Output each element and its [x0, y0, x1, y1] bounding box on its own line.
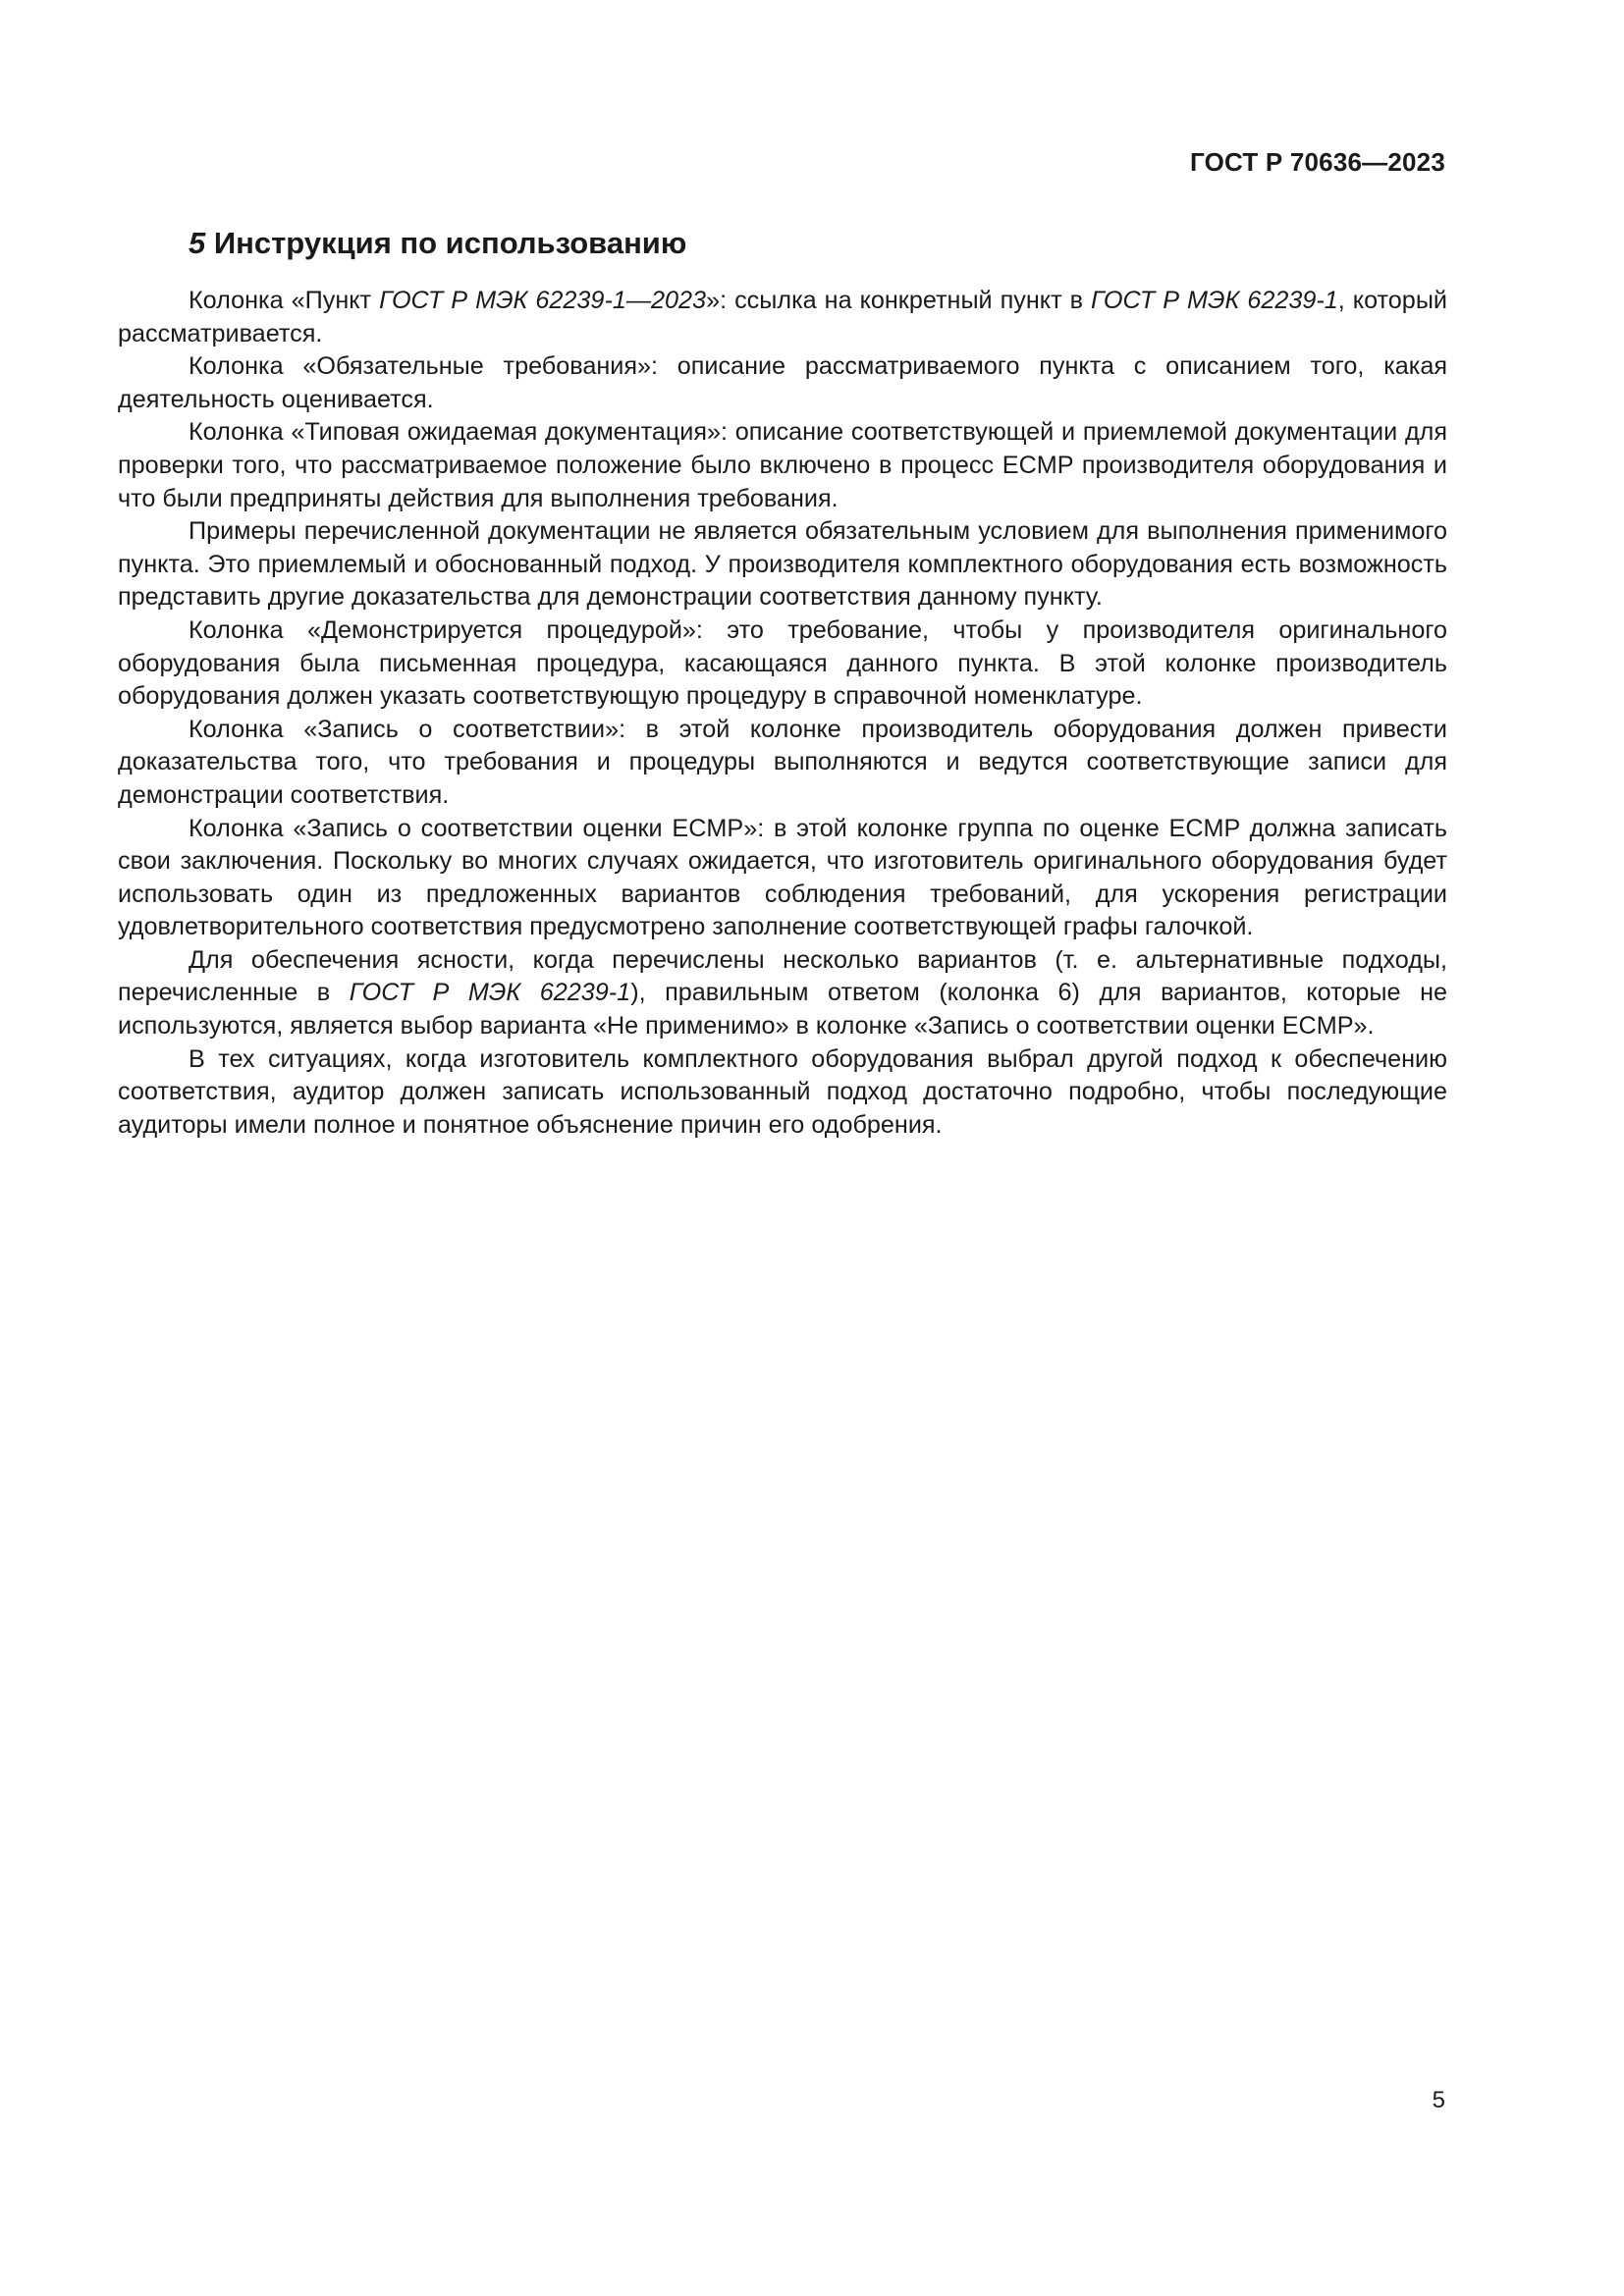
body-paragraph	[118, 350, 1447, 416]
paragraph-list	[118, 285, 1447, 1142]
standard-reference: ГОСТ Р МЭК 62239-1	[349, 979, 631, 1007]
paragraph-text: Колонка «Демонстрируется процедурой»: это требование, чтобы у производителя оригинального оборудования была письменная процедура, касающаяся данного пункта. В этой колонке производитель оборудования должен указать соответствующую процедуру в справочной номенклатуре.	[118, 615, 1447, 711]
standard-reference: ГОСТ Р МЭК 62239-1	[1091, 287, 1338, 314]
body-paragraph	[118, 515, 1447, 614]
body-paragraph	[118, 944, 1447, 1043]
body-paragraph	[118, 285, 1447, 350]
standard-reference: ГОСТ Р МЭК 62239-1—2023	[379, 287, 707, 314]
section-number: 5	[189, 226, 206, 260]
paragraph-text: ), правильным ответом (колонка 6) для вариантов, которые не используются, является выбор варианта «Не применимо» в колонке «Запись о соответствии оценки ECMP».	[118, 979, 1447, 1041]
paragraph-text: В тех ситуациях, когда изготовитель комплектного оборудования выбрал другой подход к обеспечению соответствия, аудитор должен записать использованный подход достаточно подробно, чтобы последующие аудиторы имели полное и понятное объяснение причин его одобрения.	[118, 1044, 1447, 1139]
paragraph-text: Колонка «Типовая ожидаемая документация»: описание соответствующей и приемлемой документации для проверки того, что рассматриваемое положение было включено в процесс ECMP производителя оборудования и что были предприняты действия для выполнения требования.	[118, 418, 1447, 512]
page-content	[118, 224, 1447, 1142]
paragraph-text: Колонка «Обязательные требования»: описание рассматриваемого пункта с описанием того, какая деятельность оценивается.	[118, 352, 1447, 413]
paragraph-text: »: ссылка на конкретный пункт в	[706, 287, 1092, 314]
paragraph-text: Колонка «Запись о соответствии»: в этой колонке производитель оборудования должен привести доказательства того, что требования и процедуры выполняются и ведутся соответствующие записи для демонстрации соответствия.	[118, 715, 1447, 809]
document-code: ГОСТ Р 70636—2023	[1190, 147, 1445, 177]
section-title: Инструкция по использованию	[213, 226, 687, 260]
body-paragraph	[118, 1043, 1447, 1143]
body-paragraph	[118, 614, 1447, 714]
paragraph-text: , который рассматривается.	[118, 287, 1447, 347]
paragraph-text: Колонка «Запись о соответствии оценки ECMP»: в этой колонке группа по оценке ECMP должна записать свои заключения. Поскольку во многих случаях ожидается, что изготовитель оригинального оборудования будет использовать один из предложенных вариантов соблюдения требований, для ускорения регистрации удовлетворительного соответствия предусмотрено заполнение соответствующей графы галочкой.	[118, 814, 1447, 941]
paragraph-text: Примеры перечисленной документации не является обязательным условием для выполнения применимого пункта. Это приемлемый и обоснованный подход. У производителя комплектного оборудования есть возможность представить другие доказательства для демонстрации соответствия данному пункту.	[118, 517, 1447, 612]
paragraph-text: Колонка «Пункт	[189, 287, 380, 314]
body-paragraph	[118, 813, 1447, 944]
section-heading	[118, 224, 1447, 263]
paragraph-text: Для обеспечения ясности, когда перечислены несколько вариантов (т. е. альтернативные подходы, перечисленные в	[118, 945, 1447, 1007]
body-paragraph	[118, 416, 1447, 515]
body-paragraph	[118, 714, 1447, 813]
page-number: 5	[1432, 2087, 1445, 2113]
